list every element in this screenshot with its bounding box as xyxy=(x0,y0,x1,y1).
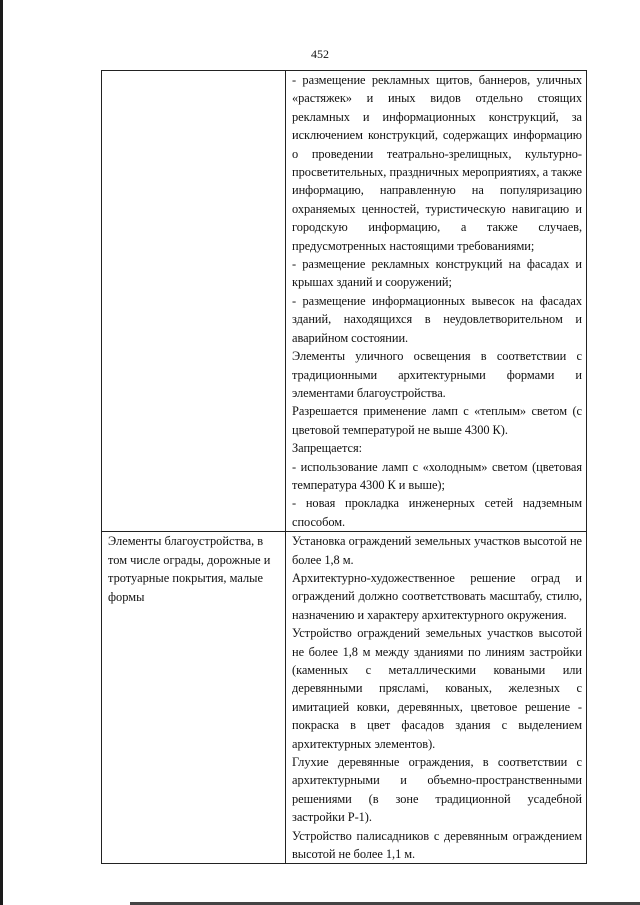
paragraph: - новая прокладка инженерных сетей надземным способом. xyxy=(292,496,582,529)
element-name-cell: Элементы благоустройства, в том числе ограды, дорожные и тротуарные покрытия, малые формы xyxy=(102,532,286,864)
table-row xyxy=(102,71,587,532)
paragraph: - размещение информационных вывесок на фасадах зданий, находящихся в неудовлетворительном и аварийном состоянии. xyxy=(292,293,582,345)
paragraph: Установка ограждений земельных участков высотой не более 1,8 м. xyxy=(292,534,582,567)
scan-left-edge xyxy=(0,0,3,905)
paragraph: - размещение рекламных щитов, баннеров, уличных «растяжек» и иных видов отдельно стоящих рекламных и информационных конструкций, за исключением конструкций, содержащих информацию о проведении театрально-зрелищных, культурно-просветительных, праздничных мероприятиях, а также информацию, направленную на популяризацию охраняемых ценностей, туристическую навигацию и городскую информацию, а также случаев, предусмотренных настоящими требованиями; xyxy=(292,73,582,253)
paragraph: Запрещается: xyxy=(292,441,363,456)
paragraph: - размещение рекламных конструкций на фасадах и крышах зданий и сооружений; xyxy=(292,257,582,290)
paragraph: Устройство ограждений земельных участков высотой не более 1,8 м между зданиями по линиям застройки (каменных с металлическими коваными или деревянными прясламі, кованых, железных с имитацией ковки, деревянных, цветовое решение - покраска в цвет фасадов здания с выделением архитектурных элементов). xyxy=(292,626,582,751)
page-number: 452 xyxy=(311,47,329,61)
paragraph: - использование ламп с «холодным» светом (цветовая температура 4300 К и выше); xyxy=(292,459,582,492)
element-name-cell xyxy=(102,71,286,532)
paragraph: Разрешается применение ламп с «теплым» светом (с цветовой температурой не выше 4300 К). xyxy=(292,404,582,437)
paragraph: Элементы уличного освещения в соответствии с традиционными архитектурными формами и элементами благоустройства. xyxy=(292,349,582,400)
paragraph: Глухие деревянные ограждения, в соответствии с архитектурными и объемно-пространственными решениями (в зоне традиционной усадебной застройки Р-1). xyxy=(292,755,582,825)
table-row xyxy=(102,532,587,864)
requirements-table xyxy=(101,70,587,864)
requirements-cell xyxy=(286,71,587,532)
paragraph: Архитектурно-художественное решение оград и ограждений должно соответствовать масштабу, стилю, назначению и характеру архитектурного окружения. xyxy=(292,570,582,622)
paragraph: Устройство палисадников с деревянным ограждением высотой не более 1,1 м. xyxy=(292,828,582,862)
requirements-cell xyxy=(286,532,587,864)
